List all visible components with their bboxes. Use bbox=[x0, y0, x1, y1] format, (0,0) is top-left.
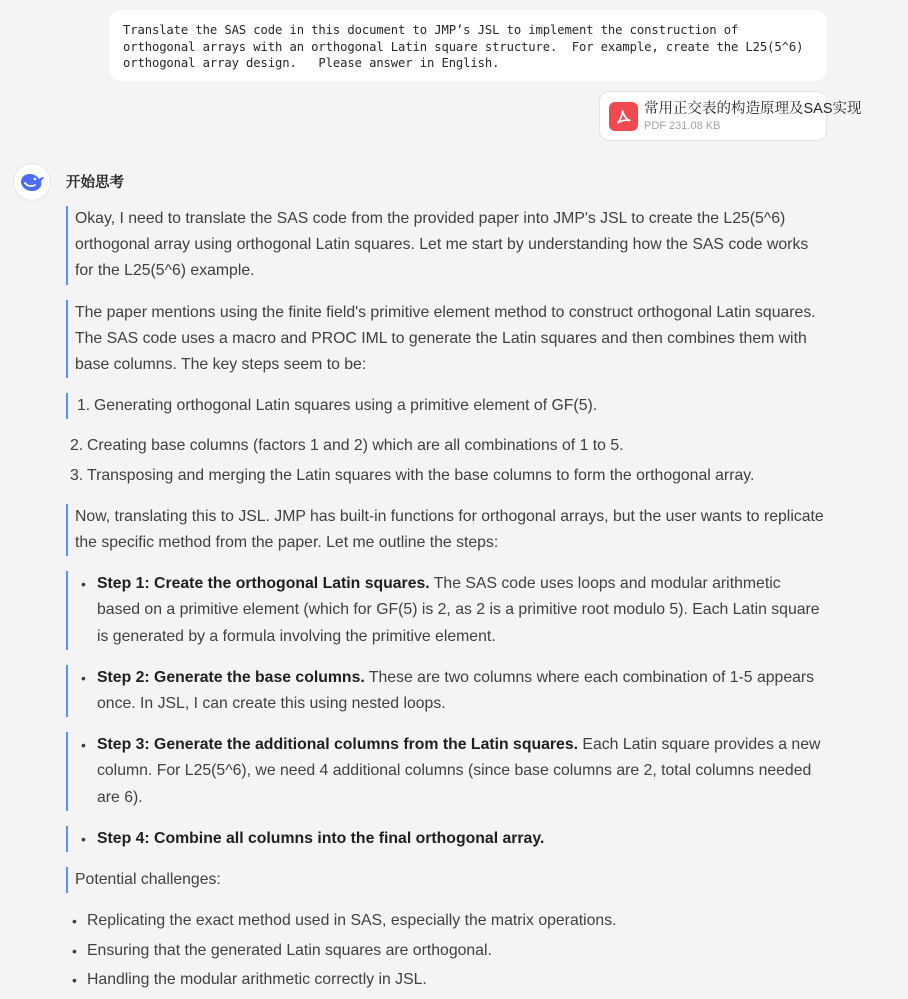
whale-logo-icon bbox=[18, 170, 46, 194]
thinking-paragraph: Okay, I need to translate the SAS code from the provided paper into JMP's JSL to create the L25(5^6) orthogonal array using orthogonal Latin squares. Let me start by understanding how the SAS code works for the L25(5^6) example. bbox=[66, 206, 826, 285]
list-item: • Step 4: Combine all columns into the final orthogonal array. bbox=[66, 826, 826, 852]
file-attachment[interactable] bbox=[599, 91, 862, 141]
thinking-paragraph: The paper mentions using the finite field's primitive element method to construct orthogonal Latin squares. The SAS code uses a macro and PROC IML to generate the Latin squares and then combines them with base columns. The key steps seem to be: bbox=[66, 300, 826, 379]
list-item: • Step 2: Generate the base columns. These are two columns where each combination of 1-5 appears once. In JSL, I can create this using nested loops. bbox=[66, 665, 826, 717]
key-steps-list bbox=[66, 393, 826, 489]
list-item: • Replicating the exact method used in SAS, especially the matrix operations. bbox=[72, 912, 617, 930]
attachment-meta: PDF 231.08 KB bbox=[644, 119, 721, 132]
list-item: • Ensuring that the generated Latin squares are orthogonal. bbox=[72, 941, 492, 959]
attachment-file-name: 常用正交表的构造原理及SAS实现 bbox=[644, 100, 862, 117]
pdf-icon bbox=[609, 102, 638, 131]
list-item: 2. Creating base columns (factors 1 and 2) which are all combinations of 1 to 5. bbox=[70, 437, 624, 455]
thinking-title[interactable]: 开始思考 bbox=[66, 175, 124, 191]
list-item: • Step 3: Generate the additional columns from the Latin squares. Each Latin square provides a new column. For L25(5^6), we need 4 additional columns (since base columns are 2, total columns needed are 6). bbox=[66, 732, 826, 811]
attachment-info bbox=[644, 100, 862, 133]
list-item: • Step 1: Create the orthogonal Latin squares. The SAS code uses loops and modular arithmetic based on a primitive element (which for GF(5) is 2, as 2 is a primitive root modulo 5). Each Latin square is generated by a formula involving the primitive element. bbox=[66, 571, 826, 650]
user-message: Translate the SAS code in this document to JMP’s JSL to implement the construction of orthogonal arrays with an orthogonal Latin square structure. For example, create the L25(5^6) orthogonal array design. Please answer in English. bbox=[109, 10, 827, 81]
thinking-paragraph: Potential challenges: bbox=[66, 867, 826, 893]
list-item: 1. Generating orthogonal Latin squares using a primitive element of GF(5). bbox=[66, 393, 826, 419]
thinking-content bbox=[66, 206, 826, 997]
assistant-avatar bbox=[13, 163, 51, 201]
list-item: • Handling the modular arithmetic correctly in JSL. bbox=[72, 971, 427, 989]
thinking-paragraph: Now, translating this to JSL. JMP has built-in functions for orthogonal arrays, but the user wants to replicate the specific method from the paper. Let me outline the steps: bbox=[66, 504, 826, 556]
list-item: 3. Transposing and merging the Latin squares with the base columns to form the orthogonal array. bbox=[70, 466, 755, 484]
